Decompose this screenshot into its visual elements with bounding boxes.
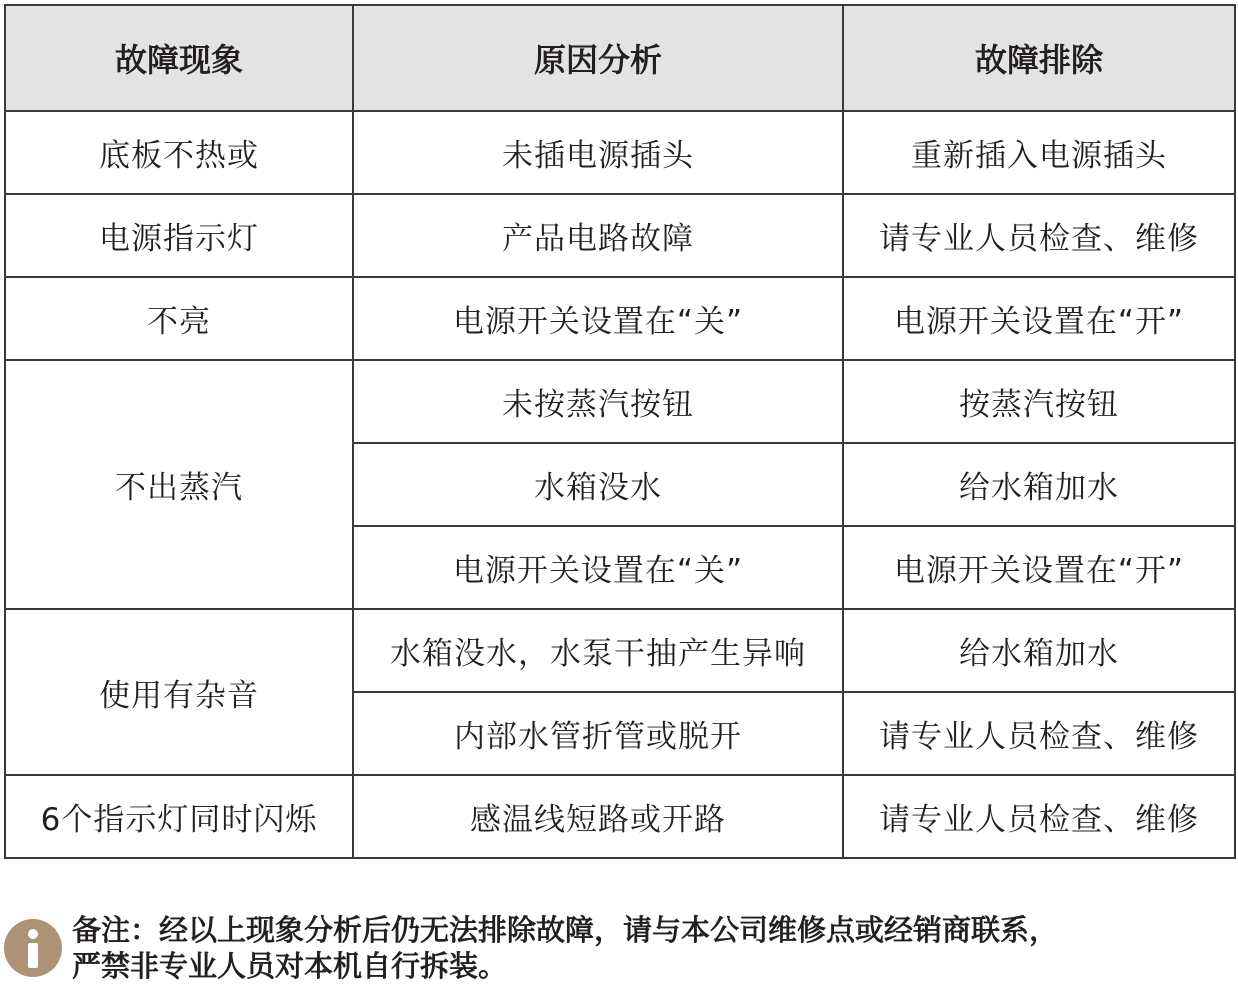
- header-solution: 故障排除: [843, 5, 1235, 111]
- solution-cell: 重新插入电源插头: [843, 111, 1235, 194]
- cause-cell: 电源开关设置在“关”: [353, 277, 843, 360]
- solution-cell: 给水箱加水: [843, 609, 1235, 692]
- solution-cell: 按蒸汽按钮: [843, 360, 1235, 443]
- symptom-cell: 不亮: [5, 277, 353, 360]
- cause-cell: 产品电路故障: [353, 194, 843, 277]
- cause-cell: 电源开关设置在“关”: [353, 526, 843, 609]
- cause-cell: 未按蒸汽按钮: [353, 360, 843, 443]
- solution-cell: 请专业人员检查、维修: [843, 775, 1235, 858]
- solution-cell: 给水箱加水: [843, 443, 1235, 526]
- header-symptom: 故障现象: [5, 5, 353, 111]
- troubleshooting-table: [4, 4, 1236, 859]
- table-row: [5, 277, 1235, 360]
- cause-cell: 水箱没水: [353, 443, 843, 526]
- symptom-cell: 6个指示灯同时闪烁: [5, 775, 353, 858]
- symptom-cell: 底板不热或: [5, 111, 353, 194]
- remark-note: [4, 912, 1236, 982]
- remark-text: [72, 912, 1236, 984]
- table-header-row: [5, 5, 1235, 111]
- table-row: [5, 360, 1235, 443]
- cause-cell: 内部水管折管或脱开: [353, 692, 843, 775]
- symptom-cell: 使用有杂音: [5, 609, 353, 775]
- troubleshooting-table-wrapper: [4, 4, 1234, 859]
- table-row: [5, 194, 1235, 277]
- cause-cell: 未插电源插头: [353, 111, 843, 194]
- solution-cell: 电源开关设置在“开”: [843, 277, 1235, 360]
- remark-line-2: 严禁非专业人员对本机自行拆装。: [72, 949, 508, 983]
- header-cause: 原因分析: [353, 5, 843, 111]
- symptom-cell: 不出蒸汽: [5, 360, 353, 609]
- solution-cell: 请专业人员检查、维修: [843, 194, 1235, 277]
- symptom-cell: 电源指示灯: [5, 194, 353, 277]
- table-row: [5, 609, 1235, 692]
- remark-line-1: 备注：经以上现象分析后仍无法排除故障，请与本公司维修点或经销商联系，: [72, 913, 1059, 947]
- info-icon: [4, 919, 62, 977]
- solution-cell: 电源开关设置在“开”: [843, 526, 1235, 609]
- cause-cell: 水箱没水，水泵干抽产生异响: [353, 609, 843, 692]
- table-row: [5, 775, 1235, 858]
- cause-cell: 感温线短路或开路: [353, 775, 843, 858]
- table-row: [5, 111, 1235, 194]
- solution-cell: 请专业人员检查、维修: [843, 692, 1235, 775]
